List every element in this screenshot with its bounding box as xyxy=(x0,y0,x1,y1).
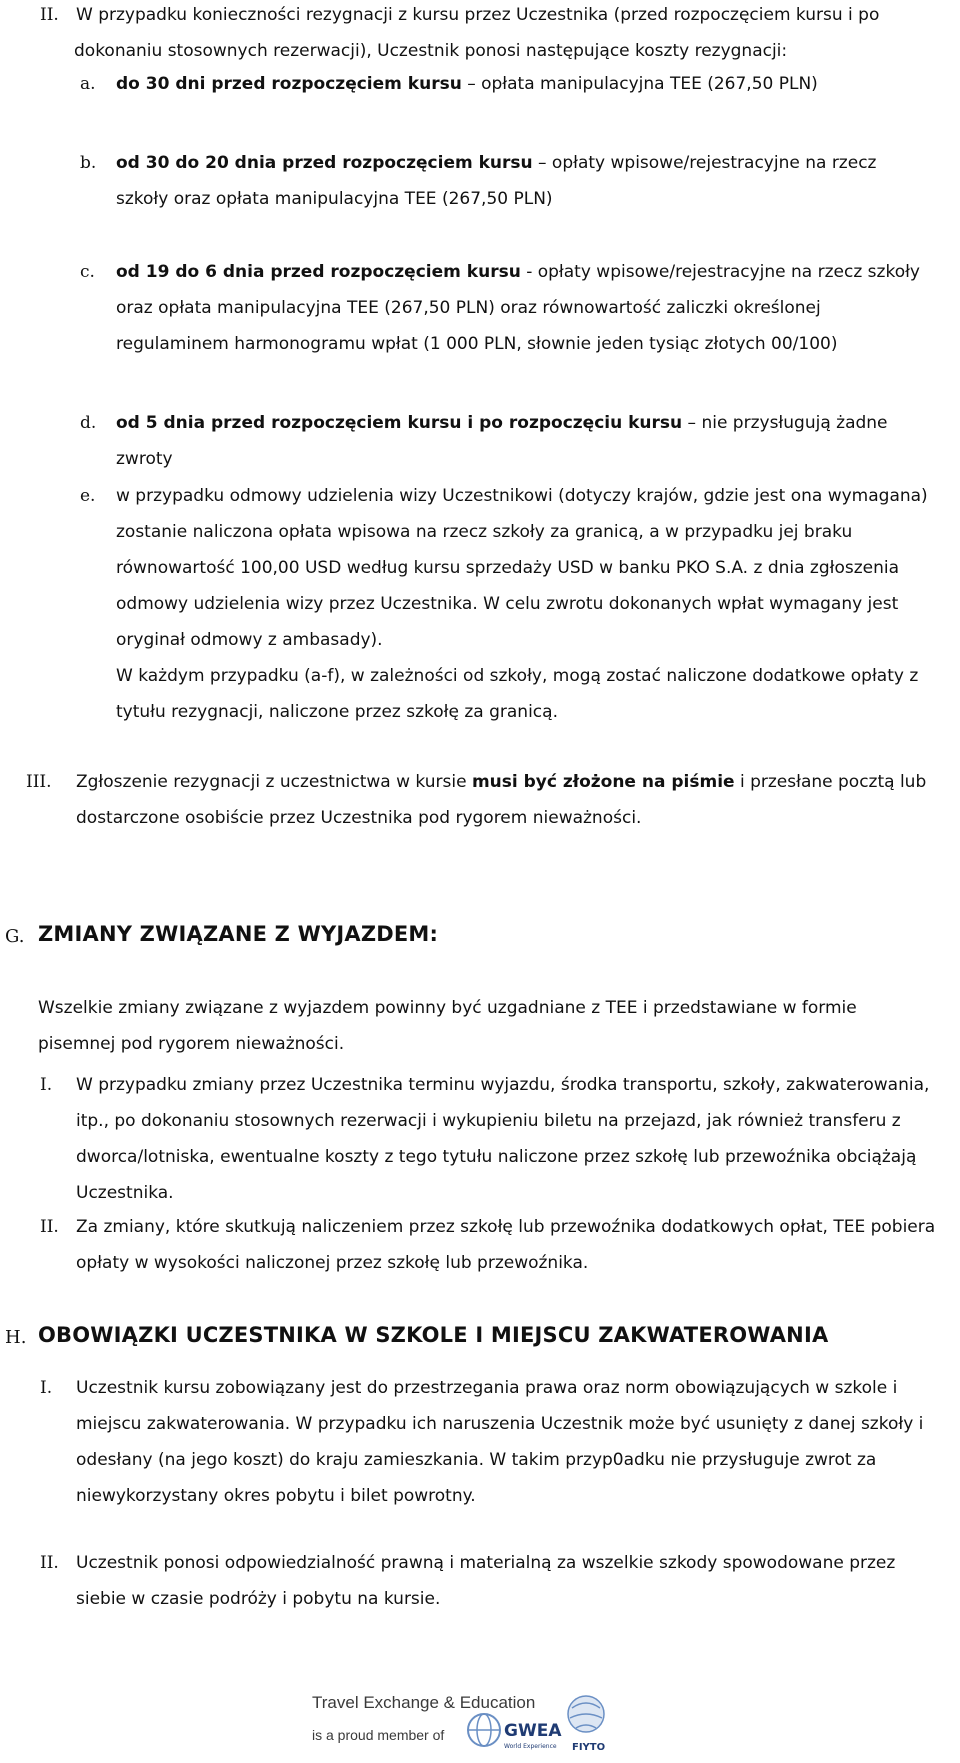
text-line: W przypadku konieczności rezygnacji z kursu przez Uczestnika (przed rozpoczęciem kursu i po xyxy=(76,5,880,25)
text-fragment: Zgłoszenie rezygnacji z uczestnictwa w kursie xyxy=(76,772,472,792)
gwea-logo-subtext: World Experience xyxy=(504,1743,557,1750)
paragraph-II-cancellation xyxy=(76,0,879,69)
footer-company-name: Travel Exchange & Education xyxy=(312,1693,536,1712)
bold-phrase: do 30 dni przed rozpoczęciem kursu xyxy=(116,74,462,94)
section-title-G: ZMIANY ZWIĄZANE Z WYJAZDEM: xyxy=(38,922,439,946)
text-line: oryginał odmowy z ambasady). xyxy=(116,630,383,650)
text-line: Za zmiany, które skutkują naliczeniem przez szkołę lub przewoźnika dodatkowych opłat, TEE pobiera xyxy=(76,1217,936,1237)
text-line: niewykorzystany okres pobytu i bilet powrotny. xyxy=(76,1486,476,1506)
text-line xyxy=(116,145,876,181)
list-number-II: II. xyxy=(40,5,59,25)
list-number-I: I. xyxy=(40,1075,53,1095)
text-line xyxy=(116,66,818,102)
list-letter-e: e. xyxy=(80,486,96,506)
bold-phrase: od 30 do 20 dnia przed rozpoczęciem kursu xyxy=(116,153,533,173)
text-line: dostarczone osobiście przez Uczestnika pod rygorem nieważności. xyxy=(76,808,642,828)
text-line: dworca/lotniska, ewentualne koszty z tego tytułu naliczone przez szkołę lub przewoźnika obciążają xyxy=(76,1147,917,1167)
footer-logo-graphic xyxy=(310,1688,640,1758)
text-line: Uczestnik kursu zobowiązany jest do przestrzegania prawa oraz norm obowiązujących w szkole i xyxy=(76,1378,898,1398)
section-H-point-I xyxy=(76,1370,923,1514)
text-line: regulaminem harmonogramu wpłat (1 000 PLN, słownie jeden tysiąc złotych 00/100) xyxy=(116,334,838,354)
list-letter-c: c. xyxy=(80,262,95,282)
section-G-point-I xyxy=(76,1067,929,1211)
fiyto-logo-text: FIYTO xyxy=(572,1742,606,1753)
text-line: Uczestnika. xyxy=(76,1183,174,1203)
text-line: szkoły oraz opłata manipulacyjna TEE (267,50 PLN) xyxy=(116,189,553,209)
text-line: zostanie naliczona opłata wpisowa na rzecz szkoły za granicą, a w przypadku jej braku xyxy=(116,522,853,542)
text-fragment: – opłata manipulacyjna TEE (267,50 PLN) xyxy=(461,74,818,94)
list-letter-b: b. xyxy=(80,153,97,173)
text-line: itp., po dokonaniu stosownych rezerwacji i wykupieniu biletu na przejazd, jak również transferu z xyxy=(76,1111,901,1131)
text-line: opłaty w wysokości naliczonej przez szkołę lub przewoźnika. xyxy=(76,1253,589,1273)
text-line: miejscu zakwaterowania. W przypadku ich naruszenia Uczestnik może być usunięty z danej szkoły i xyxy=(76,1414,924,1434)
section-letter-G: G. xyxy=(5,926,25,947)
paragraph-III-written-resignation xyxy=(76,764,926,836)
section-G-point-II xyxy=(76,1209,935,1281)
list-letter-a: a. xyxy=(80,74,96,94)
section-title-H: OBOWIĄZKI UCZESTNIKA W SZKOLE I MIEJSCU ZAKWATEROWANIA xyxy=(38,1323,829,1347)
section-letter-H: H. xyxy=(5,1327,27,1348)
text-line: W przypadku zmiany przez Uczestnika terminu wyjazdu, środka transportu, szkoły, zakwaterowania, xyxy=(76,1075,930,1095)
bold-phrase: od 19 do 6 dnia przed rozpoczęciem kursu xyxy=(116,262,521,282)
list-number-II: II. xyxy=(40,1553,59,1573)
text-line: w przypadku odmowy udzielenia wizy Uczestnikowi (dotyczy krajów, gdzie jest ona wymagana) xyxy=(116,486,928,506)
text-line xyxy=(116,405,888,441)
text-line: Uczestnik ponosi odpowiedzialność prawną i materialną za wszelkie szkody spowodowane przez xyxy=(76,1553,896,1573)
bold-phrase: musi być złożone na piśmie xyxy=(471,772,735,792)
list-number-III: III. xyxy=(26,772,52,792)
text-line: odmowy udzielenia wizy przez Uczestnika. W celu zwrotu dokonanych wpłat wymagany jest xyxy=(116,594,899,614)
text-line: W każdym przypadku (a-f), w zależności od szkoły, mogą zostać naliczone dodatkowe opłaty z xyxy=(116,666,919,686)
list-number-I: I. xyxy=(40,1378,53,1398)
text-line: zwroty xyxy=(116,449,173,469)
text-line: równowartość 100,00 USD według kursu sprzedaży USD w banku PKO S.A. z dnia zgłoszenia xyxy=(116,558,900,578)
text-fragment: i przesłane pocztą lub xyxy=(734,772,927,792)
gwea-globe-icon xyxy=(468,1714,500,1746)
footer-membership-logo xyxy=(310,1688,640,1758)
text-line: odesłany (na jego koszt) do kraju zamieszkania. W takim przyp0adku nie przysługuje zwrot za xyxy=(76,1450,877,1470)
text-line xyxy=(76,764,926,800)
section-G-intro xyxy=(38,990,857,1062)
cancellation-item-e xyxy=(116,478,928,730)
text-line: siebie w czasie podróży i pobytu na kursie. xyxy=(76,1589,441,1609)
cancellation-item-c xyxy=(116,254,920,362)
cancellation-item-a xyxy=(116,66,818,102)
text-fragment: – opłaty wpisowe/rejestracyjne na rzecz xyxy=(532,153,877,173)
text-line: tytułu rezygnacji, naliczone przez szkołę za granicą. xyxy=(116,702,558,722)
text-fragment: – nie przysługują żadne xyxy=(682,413,888,433)
section-H-point-II xyxy=(76,1545,895,1617)
text-line: Wszelkie zmiany związane z wyjazdem powinny być uzgadniane z TEE i przedstawiane w formie xyxy=(38,998,857,1018)
gwea-logo-text: GWEA xyxy=(504,1721,562,1741)
list-letter-d: d. xyxy=(80,413,97,433)
fiyto-sphere-icon xyxy=(568,1696,604,1732)
bold-phrase: od 5 dnia przed rozpoczęciem kursu i po rozpoczęciu kursu xyxy=(116,413,683,433)
text-line: oraz opłata manipulacyjna TEE (267,50 PLN) oraz równowartość zaliczki określonej xyxy=(116,298,821,318)
cancellation-item-d xyxy=(116,405,888,477)
text-line: pisemnej pod rygorem nieważności. xyxy=(38,1034,345,1054)
footer-member-text: is a proud member of xyxy=(312,1727,445,1743)
list-number-II: II. xyxy=(40,1217,59,1237)
text-fragment: - opłaty wpisowe/rejestracyjne na rzecz szkoły xyxy=(520,262,920,282)
cancellation-item-b xyxy=(116,145,876,217)
text-line: dokonaniu stosownych rezerwacji), Uczestnik ponosi następujące koszty rezygnacji: xyxy=(74,41,788,61)
text-line xyxy=(116,254,920,290)
